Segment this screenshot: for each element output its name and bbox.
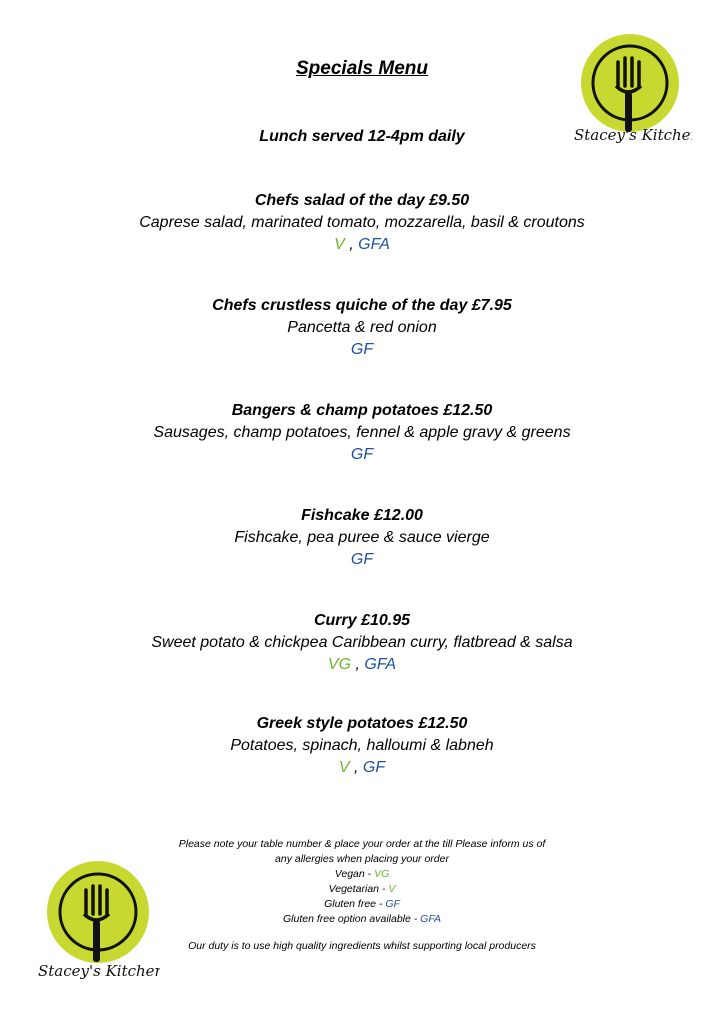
dietary-tag: GFA — [358, 236, 390, 253]
legend-code: GF — [385, 898, 400, 910]
logo-bottom — [30, 852, 160, 992]
legend-label: Gluten free - — [324, 898, 386, 910]
legend-item — [140, 867, 584, 882]
dish-name: Curry £10.95 — [313, 612, 411, 629]
tag-separator: , — [344, 236, 359, 253]
dish-description: Sausages, champ potatoes, fennel & apple gravy & greens — [153, 424, 571, 441]
dietary-tag: GFA — [364, 656, 397, 673]
lunch-hours: Lunch served 12-4pm daily — [259, 128, 465, 145]
dish-item — [0, 295, 724, 361]
fork-plate-icon — [572, 28, 692, 158]
dish-name: Chefs salad of the day £9.50 — [254, 192, 470, 209]
dietary-tag: V — [338, 759, 350, 776]
dish-name: Chefs crustless quiche of the day £7.95 — [212, 297, 512, 314]
dish-item — [0, 610, 724, 676]
duty-statement: Our duty is to use high quality ingredients whilst supporting local producers — [188, 940, 536, 952]
dish-name: Fishcake £12.00 — [301, 507, 423, 524]
fork-plate-icon — [30, 852, 160, 992]
dish-item — [0, 400, 724, 466]
dietary-legend — [140, 867, 584, 927]
dish-item — [0, 713, 724, 779]
dietary-tag: VG — [327, 656, 352, 673]
order-note-line1: Please note your table number & place your order at the till Please inform us of — [178, 838, 546, 850]
legend-item — [140, 912, 584, 927]
dietary-tag: GF — [362, 759, 386, 776]
dish-dietary-tags — [0, 444, 724, 466]
legend-item — [140, 897, 584, 912]
dish-dietary-tags — [0, 339, 724, 361]
dietary-tag: V — [334, 236, 345, 253]
legend-code: V — [388, 883, 396, 895]
logo-text-bottom: Stacey's Kitchen — [38, 962, 160, 980]
legend-item — [140, 882, 584, 897]
logo-top — [572, 28, 692, 158]
dish-dietary-tags — [0, 549, 724, 571]
dish-description: Fishcake, pea puree & sauce vierge — [234, 529, 490, 546]
tag-separator: , — [351, 656, 365, 673]
dietary-tag: GF — [350, 446, 374, 463]
legend-label: Vegan - — [334, 868, 375, 880]
dish-description: Pancetta & red onion — [287, 319, 437, 336]
legend-code: VG — [374, 868, 390, 880]
dish-dietary-tags — [0, 234, 724, 256]
dietary-tag: GF — [350, 341, 374, 358]
dish-description: Caprese salad, marinated tomato, mozzarella, basil & croutons — [139, 214, 585, 231]
dish-name: Greek style potatoes £12.50 — [256, 715, 468, 732]
dish-item — [0, 190, 724, 256]
dish-dietary-tags — [0, 654, 724, 676]
dish-item — [0, 505, 724, 571]
logo-text-top: Stacey's Kitchen — [574, 126, 692, 144]
dietary-tag: GF — [350, 551, 374, 568]
footer-notes — [140, 837, 584, 954]
dish-description: Sweet potato & chickpea Caribbean curry, flatbread & salsa — [151, 634, 573, 651]
order-note-line2: any allergies when placing your order — [275, 853, 449, 865]
tag-separator: , — [349, 759, 363, 776]
page-title: Specials Menu — [296, 58, 428, 79]
legend-label: Vegetarian - — [328, 883, 389, 895]
dish-dietary-tags — [0, 757, 724, 779]
legend-label: Gluten free option available - — [283, 913, 421, 925]
dish-name: Bangers & champ potatoes £12.50 — [231, 402, 493, 419]
dish-description: Potatoes, spinach, halloumi & labneh — [230, 737, 494, 754]
legend-code: GFA — [420, 913, 441, 925]
